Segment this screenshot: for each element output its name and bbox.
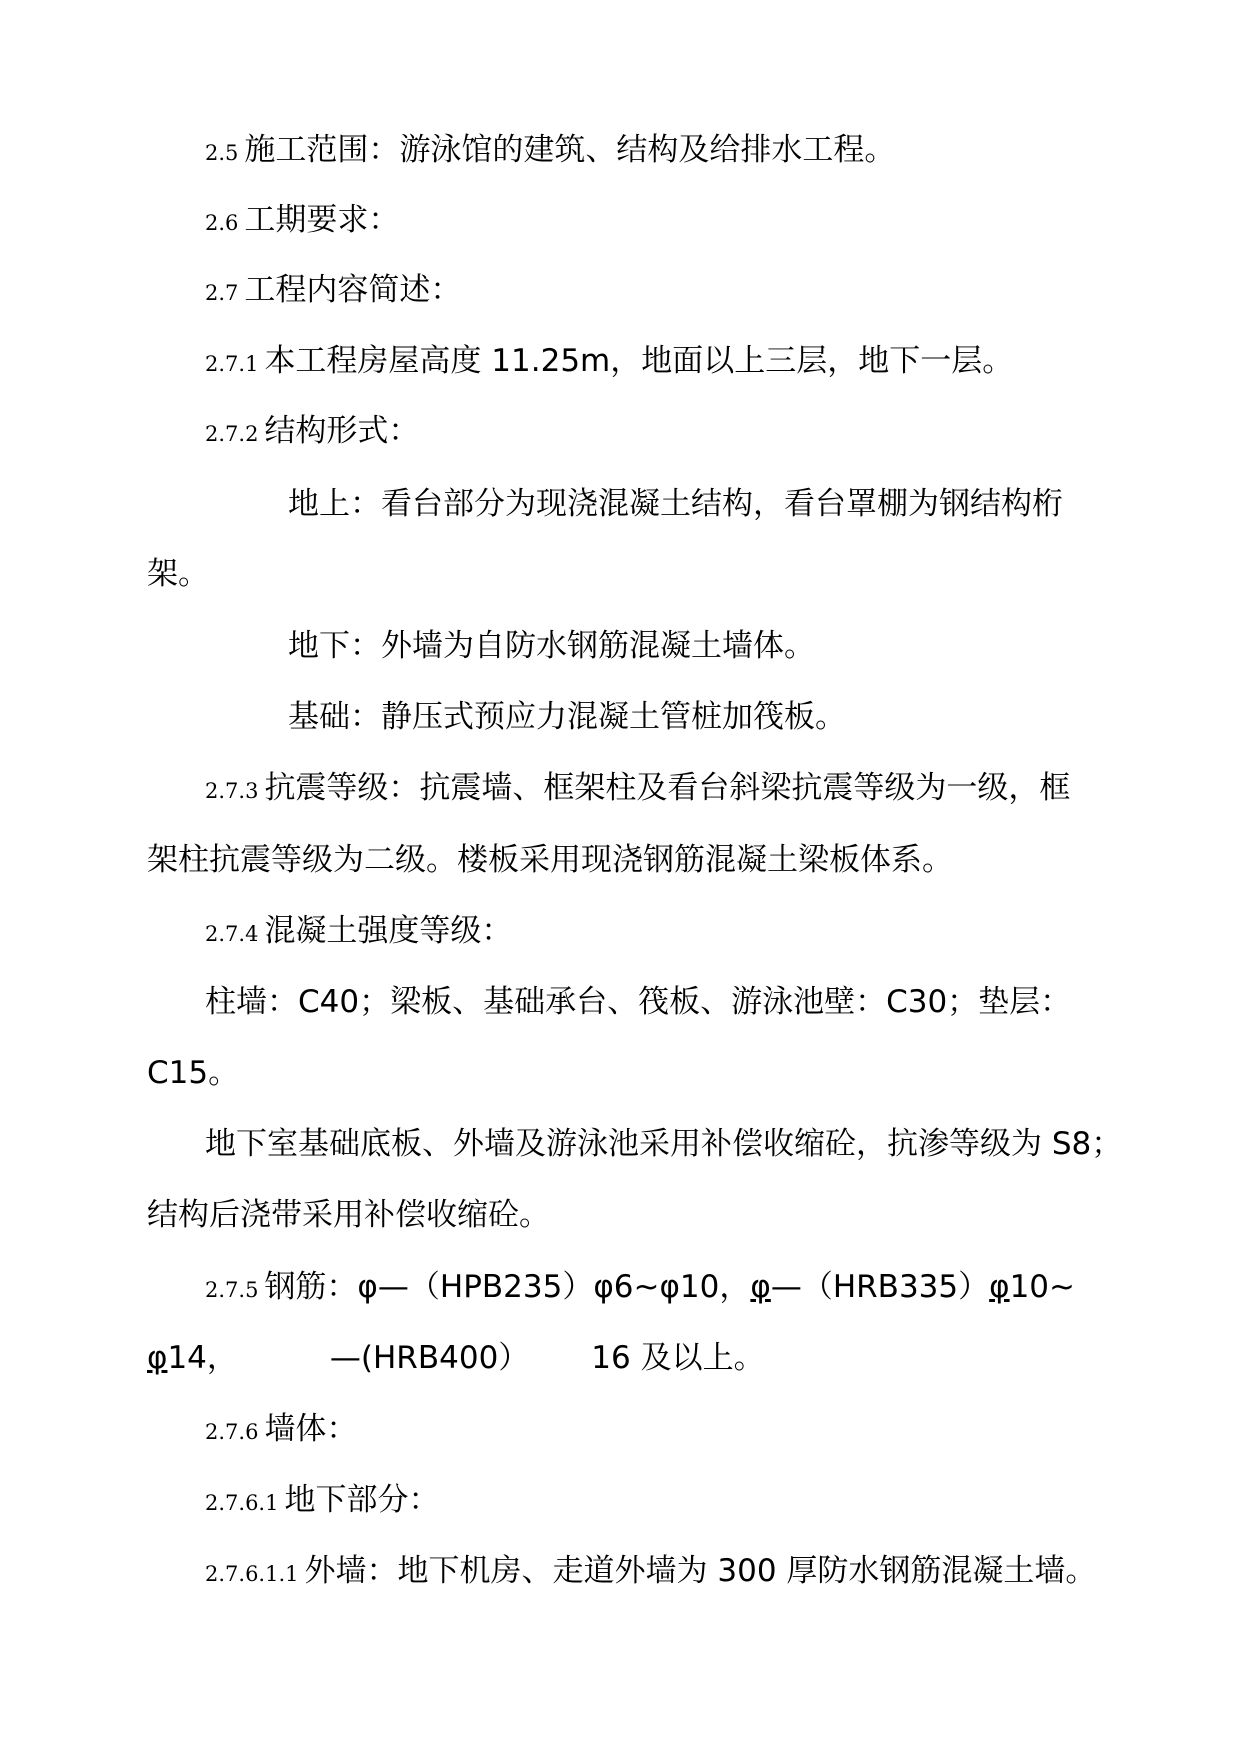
section-text: 地下部分： <box>284 1482 440 1518</box>
section-number: 2.7.6 <box>205 1420 259 1444</box>
section-2-7-6-1-1 <box>205 1551 1096 1591</box>
section-number: 2.7.2 <box>205 422 259 446</box>
paragraph-concrete-grades-cont <box>147 1053 239 1093</box>
paragraph-above-ground-cont <box>147 554 209 594</box>
section-text: 抗震等级：抗震墙、框架柱及看台斜梁抗震等级为一级，框 <box>264 770 1071 806</box>
section-number: 2.7.4 <box>205 922 259 946</box>
paragraph-foundation <box>288 697 846 737</box>
section-2-7-4 <box>205 911 512 951</box>
section-text: 本工程房屋高度 11.25m，地面以上三层，地下一层。 <box>264 343 1014 379</box>
rebar-text: 16 及以上。 <box>591 1340 765 1376</box>
rebar-text: 钢筋：φ—（HPB235）φ6~φ10， <box>264 1269 751 1305</box>
rebar-text: 14， <box>167 1340 238 1376</box>
rebar-text: —（HRB335） <box>770 1269 990 1305</box>
section-2-7-3-cont <box>147 840 953 880</box>
paragraph-text: 基础：静压式预应力混凝土管桩加筏板。 <box>288 699 846 735</box>
paragraph-text: 架柱抗震等级为二级。楼板采用现浇钢筋混凝土梁板体系。 <box>147 842 953 878</box>
paragraph-text: 结构后浇带采用补偿收缩砼。 <box>147 1197 550 1233</box>
paragraph-above-ground <box>288 484 1063 524</box>
section-number: 2.7.1 <box>205 352 259 376</box>
section-2-7-5 <box>205 1267 1075 1307</box>
paragraph-basement <box>205 1124 1122 1164</box>
section-text: 结构形式： <box>264 413 420 449</box>
paragraph-text: 地上：看台部分为现浇混凝土结构，看台罩棚为钢结构桁 <box>288 486 1063 522</box>
section-number: 2.6 <box>205 211 239 235</box>
paragraph-text: 地下：外墙为自防水钢筋混凝土墙体。 <box>288 628 815 664</box>
rebar-symbol: φ <box>989 1269 1010 1305</box>
section-text: 工程内容简述： <box>244 272 462 308</box>
section-2-7-5-cont <box>147 1338 765 1378</box>
section-text: 外墙：地下机房、走道外墙为 300 厚防水钢筋混凝土墙。 <box>304 1553 1097 1589</box>
section-number: 2.7.3 <box>205 779 259 803</box>
section-2-7-6-1 <box>205 1480 439 1520</box>
section-2-7-3 <box>205 768 1070 808</box>
section-2-7-6 <box>205 1409 357 1449</box>
paragraph-below-ground <box>288 626 815 666</box>
paragraph-text: C15。 <box>147 1055 240 1091</box>
section-text: 墙体： <box>264 1411 358 1447</box>
section-number: 2.5 <box>205 141 239 165</box>
section-text: 工期要求： <box>244 202 400 238</box>
paragraph-text: 架。 <box>147 556 209 592</box>
section-number: 2.7.6.1 <box>205 1491 279 1515</box>
section-number: 2.7 <box>205 281 239 305</box>
section-number: 2.7.6.1.1 <box>205 1562 299 1586</box>
paragraph-text: 柱墙：C40；梁板、基础承台、筏板、游泳池壁：C30；垫层： <box>205 984 1072 1020</box>
rebar-symbol: φ <box>750 1269 771 1305</box>
section-text: 施工范围：游泳馆的建筑、结构及给排水工程。 <box>244 132 896 168</box>
section-2-7-2 <box>205 411 419 451</box>
rebar-symbol: φ <box>147 1340 168 1376</box>
rebar-text: —(HRB400） <box>329 1340 530 1376</box>
paragraph-basement-cont <box>147 1195 550 1235</box>
section-2-7 <box>205 270 461 310</box>
section-2-7-1 <box>205 341 1013 381</box>
paragraph-text: 地下室基础底板、外墙及游泳池采用补偿收缩砼，抗渗等级为 S8； <box>205 1126 1123 1162</box>
paragraph-concrete-grades <box>205 982 1071 1022</box>
section-text: 混凝土强度等级： <box>264 913 513 949</box>
section-number: 2.7.5 <box>205 1278 259 1302</box>
section-2-6 <box>205 200 399 240</box>
section-2-5 <box>205 130 895 170</box>
rebar-text: 10~ <box>1009 1269 1075 1305</box>
